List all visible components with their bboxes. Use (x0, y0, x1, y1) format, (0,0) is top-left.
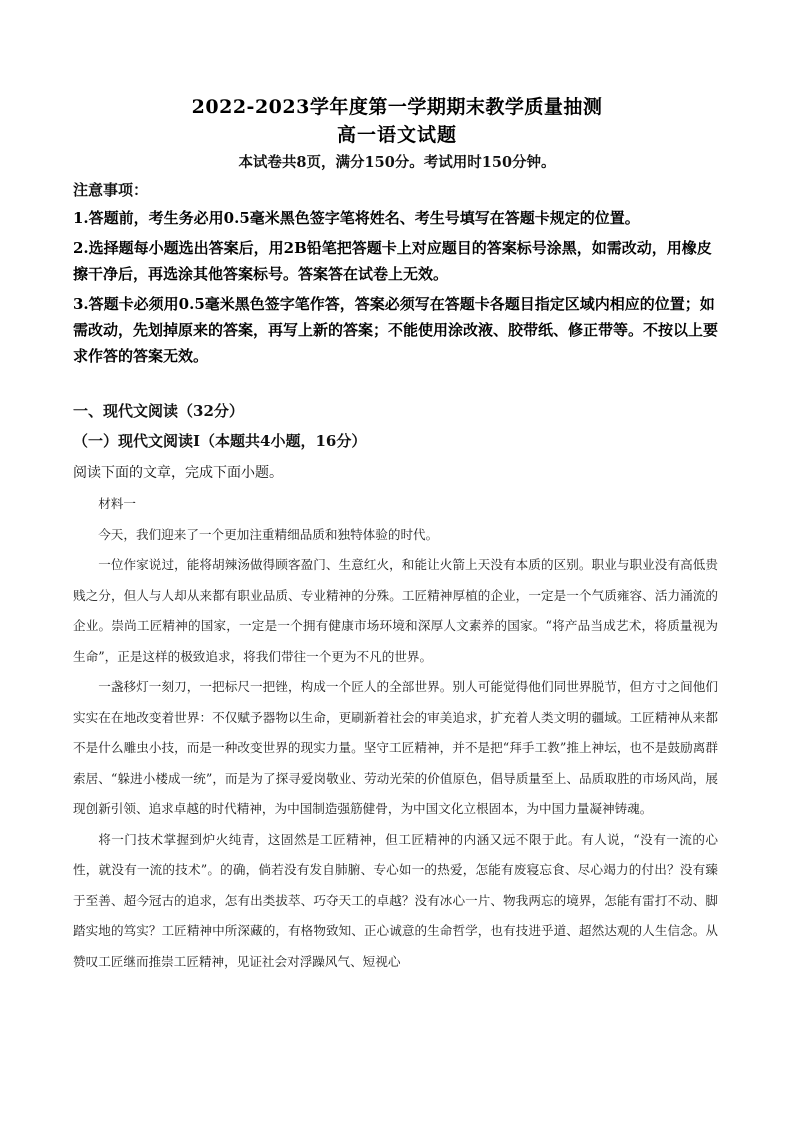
note-item: 1.答题前，考生务必用0.5毫米黑色签字笔将姓名、考生号填写在答题卡规定的位置。 (73, 209, 640, 227)
article-paragraph: 一盏移灯一刻刀，一把标尺一把锉，构成一个匠人的全部世界。别人可能觉得他们同世界脱节，但方寸之间他们实实在在地改变着世界：不仅赋予器物以生命，更刷新着社会的审美追求，扩充着人类文明的疆域。工匠精神从来都不是什么雕虫小技，而是一种改变世界的现实力量。坚守工匠精神，并不是把“拜手工教”推上神坛，也不是鼓励离群索居、“躲进小楼成一统”，而是为了探寻爱岗敬业、劳动光荣的价值原色，倡导质量至上、品质取胜的市场风尚，展现创新引领、追求卓越的时代精神，为中国制造强筋健骨，为中国文化立根固本，为中国力量凝神铸魂。 (73, 679, 718, 816)
exam-title: 2022-2023学年度第一学期期末教学质量抽测 (191, 96, 603, 118)
note-item: 2.选择题每小题选出答案后，用2B铅笔把答题卡上对应题目的答案标号涂黑，如需改动，用橡皮擦干净后，再选涂其他答案标号。答案答在试卷上无效。 (73, 239, 712, 283)
exam-info: 本试卷共8页，满分150分。考试用时150分钟。 (238, 154, 556, 171)
material-label: 材料一 (98, 496, 136, 511)
article-paragraph: 一位作家说过，能将胡辣汤做得顾客盈门、生意红火，和能让火箭上天没有本质的区别。职业与职业没有高低贵贱之分，但人与人却从来都有职业品质、专业精神的分殊。工匠精神厚植的企业，一定是一个气质雍容、活力涌流的企业。崇尚工匠精神的国家，一定是一个拥有健康市场环境和深厚人文素养的国家。“将产品当成艺术，将质量视为生命”，正是这样的极致追求，将我们带往一个更为不凡的世界。 (73, 557, 718, 664)
article-body (73, 489, 718, 977)
section-subheading: （一）现代文阅读Ⅰ（本题共4小题，16分） (73, 432, 367, 450)
note-item: 3.答题卡必须用0.5毫米黑色签字笔作答，答案必须写在答题卡各题目指定区域内相应的位置；如需改动，先划掉原来的答案，再写上新的答案；不能使用涂改液、胶带纸、修正带等。不按以上要求作答的答案无效。 (73, 295, 719, 365)
exam-subtitle: 高一语文试题 (336, 124, 457, 146)
notes-heading: 注意事项： (73, 181, 149, 199)
section-heading: 一、现代文阅读（32分） (73, 402, 244, 420)
article-paragraph: 今天，我们迎来了一个更加注重精细品质和独特体验的时代。 (98, 526, 439, 542)
article-paragraph: 将一门技术掌握到炉火纯青，这固然是工匠精神，但工匠精神的内涵又远不限于此。有人说，“没有一流的心性，就没有一流的技术”。的确，倘若没有发自肺腑、专心如一的热爱，怎能有废寝忘食、尽心竭力的付出？没有臻于至善、超今冠古的追求，怎有出类拔萃、巧夺天工的卓越？没有冰心一片、物我两忘的境界，怎能有雷打不动、脚踏实地的笃实？工匠精神中所深藏的，有格物致知、正心诚意的生命哲学，也有技进乎道、超然达观的人生信念。从赞叹工匠继而推崇工匠精神，见证社会对浮躁风气、短视心 (73, 831, 718, 969)
reading-instruction: 阅读下面的文章，完成下面小题。 (73, 465, 283, 481)
notes-list (73, 205, 723, 369)
